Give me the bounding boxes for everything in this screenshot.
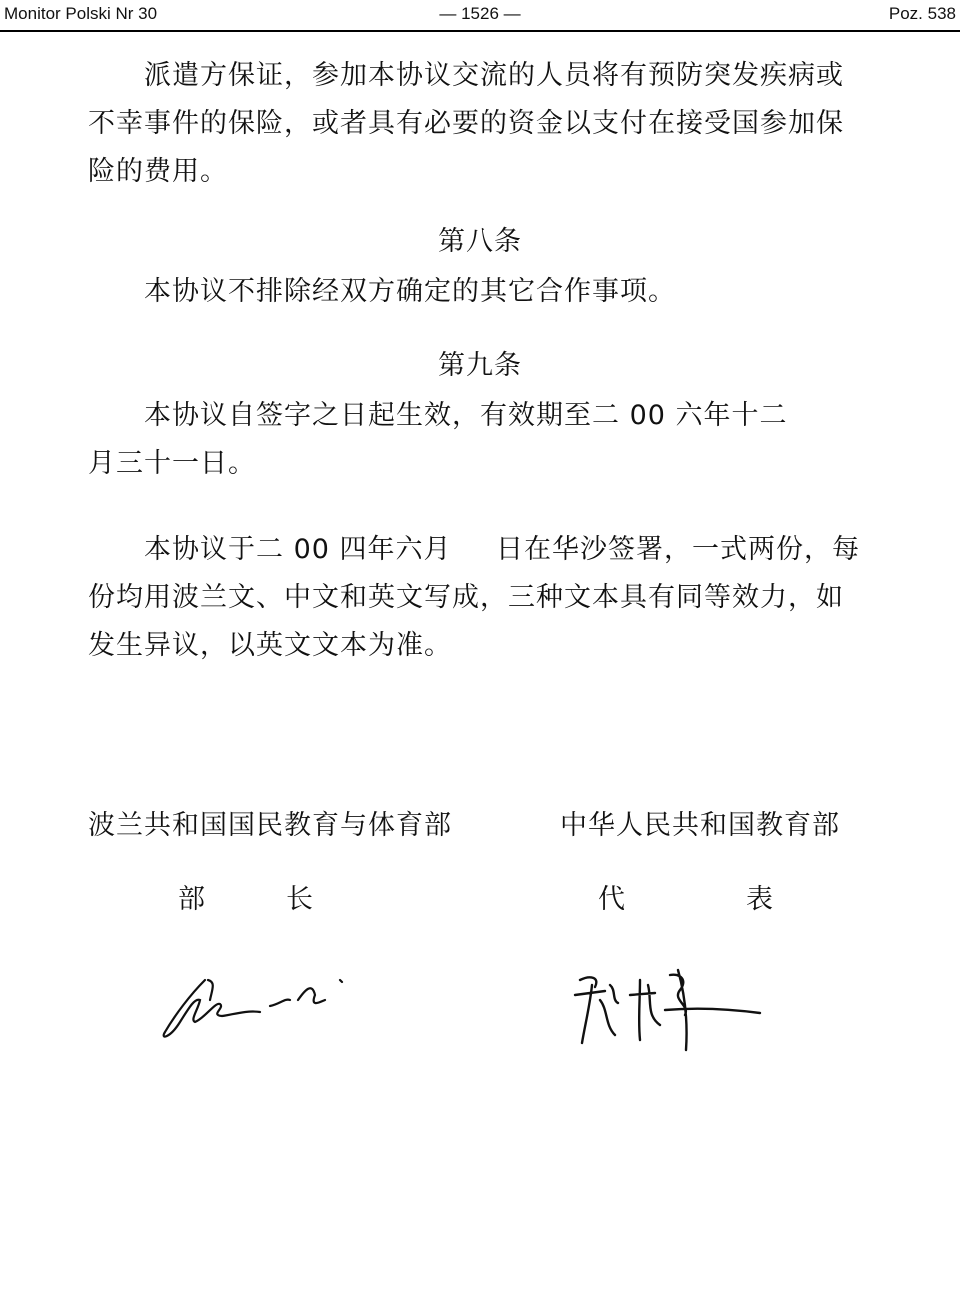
article-9-title: 第九条 <box>438 350 522 381</box>
paragraph-line: 险的费用。 <box>88 156 228 187</box>
page-header <box>0 0 960 32</box>
article-8-text: 本协议不排除经双方确定的其它合作事项。 <box>144 276 676 307</box>
right-signatory-title: 表 <box>746 884 774 915</box>
paragraph-line: 不幸事件的保险，或者具有必要的资金以支付在接受国参加保 <box>88 108 844 139</box>
journal-name: Monitor Polski Nr 30 <box>4 4 158 23</box>
right-signature <box>560 955 790 1055</box>
closing-text: 份均用波兰文、中文和英文写成，三种文本具有同等效力，如 <box>88 582 844 613</box>
article-9-text: 月三十一日。 <box>88 448 256 479</box>
left-signatory-org: 波兰共和国国民教育与体育部 <box>88 810 452 841</box>
position-number: Poz. 538 <box>888 4 956 23</box>
left-signature <box>150 960 370 1050</box>
right-signatory-title: 代 <box>598 884 626 915</box>
paragraph-line: 派遣方保证，参加本协议交流的人员将有预防突发疾病或 <box>144 60 844 91</box>
closing-text: 本协议于二 00 四年六月 <box>144 534 452 565</box>
right-signatory-org: 中华人民共和国教育部 <box>560 810 840 841</box>
article-8-title: 第八条 <box>438 226 522 257</box>
closing-text: 发生异议，以英文文本为准。 <box>88 630 452 661</box>
page-number: — 1526 — <box>439 4 521 23</box>
left-signatory-title: 长 <box>286 884 314 915</box>
article-9-text: 本协议自签字之日起生效，有效期至二 00 六年十二 <box>144 400 788 431</box>
left-signatory-title: 部 <box>178 884 206 915</box>
closing-text: 日在华沙签署，一式两份，每 <box>496 534 860 565</box>
